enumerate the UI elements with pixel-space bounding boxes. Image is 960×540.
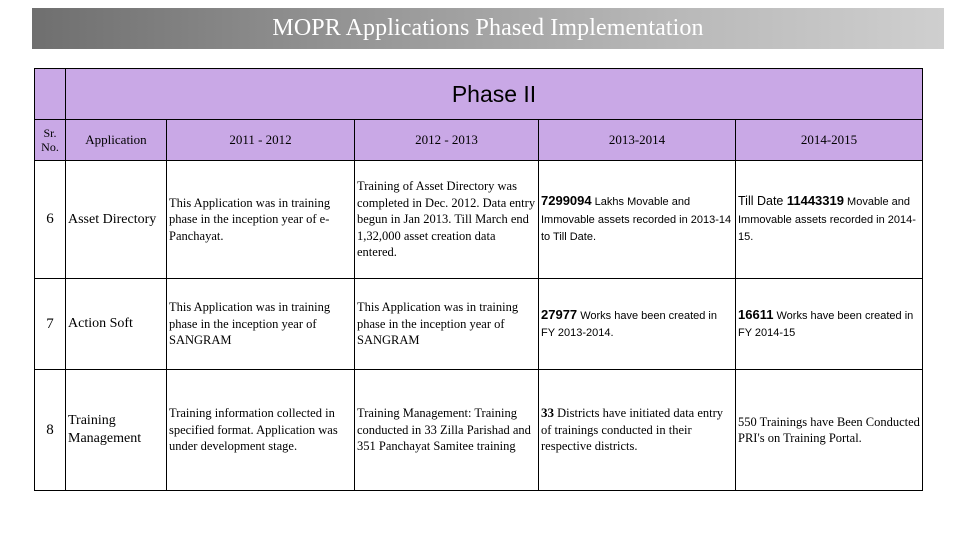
districts-text: Districts have initiated data entry of trainings conducted in their respective districts. (541, 406, 724, 454)
slide-title: MOPR Applications Phased Implementation (272, 15, 704, 41)
phase-blank-cell (35, 69, 66, 120)
assets-value: 7299094 (541, 193, 592, 209)
works-value-2014: 16611 (738, 306, 774, 322)
assets-text-2014: Movable and Immovable assets recorded in 2014-15. (738, 196, 916, 244)
cell-2013-2014 (539, 370, 736, 491)
header-2014-2015: 2014-2015 (736, 120, 923, 161)
till-date-label: Till Date (738, 194, 787, 209)
cell-2011-2012: Training information collected in specified format. Application was under development stage. (167, 370, 355, 491)
works-text: Works have been created in FY 2013-2014. (541, 309, 717, 339)
row-number: 7 (35, 279, 66, 370)
table-row (35, 161, 923, 279)
table-row (35, 370, 923, 491)
row-number: 6 (35, 161, 66, 279)
header-no: No. (41, 140, 59, 154)
row-number: 8 (35, 370, 66, 491)
application-name: Training Management (66, 370, 167, 491)
phase-row (35, 69, 923, 120)
cell-2012-2013: Training of Asset Directory was completed in Dec. 2012. Data entry begun in Jan 2013. Till March end 1,32,000 asset creation data entered. (355, 161, 539, 279)
header-2012-2013: 2012 - 2013 (355, 120, 539, 161)
cell-2011-2012: This Application was in training phase in the inception year of SANGRAM (167, 279, 355, 370)
cell-2013-2014 (539, 279, 736, 370)
header-2011-2012: 2011 - 2012 (167, 120, 355, 161)
header-sr: Sr. (43, 126, 57, 140)
cell-2014-2015 (736, 279, 923, 370)
cell-2014-2015: 550 Trainings have Been Conducted PRI's on Training Portal. (736, 370, 923, 491)
cell-2014-2015 (736, 161, 923, 279)
cell-2012-2013: This Application was in training phase in the inception year of SANGRAM (355, 279, 539, 370)
works-value: 27977 (541, 306, 578, 322)
header-row (35, 120, 923, 161)
implementation-table (34, 68, 923, 491)
application-name: Action Soft (66, 279, 167, 370)
header-sr-no (35, 120, 66, 161)
districts-value: 33 (541, 405, 554, 421)
table-row (35, 279, 923, 370)
cell-2012-2013: Training Management: Training conducted in 33 Zilla Parishad and 351 Panchayat Samitee training (355, 370, 539, 491)
application-name: Asset Directory (66, 161, 167, 279)
cell-2013-2014 (539, 161, 736, 279)
header-2013-2014: 2013-2014 (539, 120, 736, 161)
title-bar (32, 8, 944, 49)
assets-value-2014: 11443319 (786, 193, 844, 209)
cell-2011-2012: This Application was in training phase in the inception year of e-Panchayat. (167, 161, 355, 279)
assets-text: Lakhs Movable and Immovable assets recorded in 2013-14 to Till Date. (541, 196, 732, 244)
header-application: Application (66, 120, 167, 161)
phase-title: Phase II (66, 69, 923, 120)
works-text-2014: Works have been created in FY 2014-15 (738, 309, 914, 339)
